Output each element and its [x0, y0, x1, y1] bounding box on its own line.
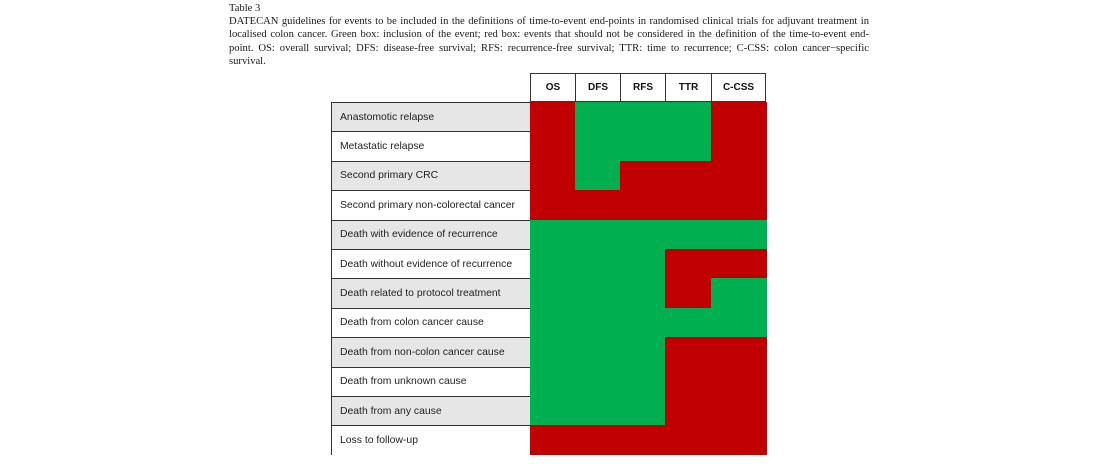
included-cell-ttr: [665, 131, 712, 161]
column-header-rfs: RFS: [620, 73, 666, 102]
excluded-cell-ttr: [665, 396, 712, 426]
column-header-dfs: DFS: [575, 73, 621, 102]
included-cell-ttr: [665, 220, 712, 250]
included-cell-rfs: [620, 249, 666, 279]
excluded-cell-ttr: [665, 425, 712, 455]
included-cell-rfs: [620, 396, 666, 426]
included-cell-dfs: [575, 308, 621, 338]
included-cell-rfs: [620, 308, 666, 338]
included-cell-dfs: [575, 102, 621, 132]
excluded-cell-c-css: [711, 190, 767, 220]
included-cell-os: [530, 337, 576, 367]
excluded-cell-c-css: [711, 131, 767, 161]
included-cell-rfs: [620, 220, 666, 250]
row-label: Death without evidence of recurrence: [331, 249, 530, 278]
included-cell-dfs: [575, 220, 621, 250]
row-label: Death with evidence of recurrence: [331, 220, 530, 249]
row-label: Anastomotic relapse: [331, 102, 530, 131]
included-cell-c-css: [711, 278, 767, 308]
included-cell-os: [530, 367, 576, 397]
column-header-c-css: C-CSS: [711, 73, 766, 102]
included-cell-c-css: [711, 220, 767, 250]
included-cell-dfs: [575, 249, 621, 279]
excluded-cell-c-css: [711, 161, 767, 191]
included-cell-dfs: [575, 161, 621, 191]
included-cell-rfs: [620, 131, 666, 161]
excluded-cell-os: [530, 161, 576, 191]
included-cell-rfs: [620, 337, 666, 367]
excluded-cell-c-css: [711, 367, 767, 397]
included-cell-dfs: [575, 131, 621, 161]
included-cell-dfs: [575, 337, 621, 367]
row-label: Death related to protocol treatment: [331, 278, 530, 307]
endpoint-definition-table: [331, 73, 766, 455]
row-label: Death from any cause: [331, 396, 530, 425]
row-label: Death from colon cancer cause: [331, 308, 530, 337]
excluded-cell-ttr: [665, 249, 712, 279]
included-cell-os: [530, 308, 576, 338]
excluded-cell-rfs: [620, 161, 666, 191]
excluded-cell-dfs: [575, 425, 621, 455]
table-description: DATECAN guidelines for events to be included in the definitions of time-to-event end-points in randomised clinical trials for adjuvant treatment in localised colon cancer. Green box: inclusion of the event; red box: events that should not be considered in the definition of the time-to-event end-point. OS: overall survival; DFS: disease-free survival; RFS: recurrence-free survival; TTR: time to recurrence; C-CSS: colon cancer−specific survival.: [229, 16, 869, 67]
included-cell-os: [530, 278, 576, 308]
excluded-cell-os: [530, 131, 576, 161]
included-cell-c-css: [711, 308, 767, 338]
excluded-cell-rfs: [620, 190, 666, 220]
excluded-cell-c-css: [711, 102, 767, 132]
excluded-cell-ttr: [665, 278, 712, 308]
row-label: Metastatic relapse: [331, 131, 530, 160]
excluded-cell-ttr: [665, 367, 712, 397]
row-label: Second primary CRC: [331, 161, 530, 190]
excluded-cell-c-css: [711, 337, 767, 367]
excluded-cell-os: [530, 102, 576, 132]
excluded-cell-dfs: [575, 190, 621, 220]
included-cell-rfs: [620, 102, 666, 132]
excluded-cell-os: [530, 425, 576, 455]
column-header-ttr: TTR: [665, 73, 712, 102]
included-cell-os: [530, 249, 576, 279]
included-cell-os: [530, 220, 576, 250]
included-cell-dfs: [575, 367, 621, 397]
included-cell-ttr: [665, 308, 712, 338]
excluded-cell-ttr: [665, 190, 712, 220]
excluded-cell-rfs: [620, 425, 666, 455]
included-cell-dfs: [575, 396, 621, 426]
included-cell-os: [530, 396, 576, 426]
table-caption: [229, 2, 869, 68]
excluded-cell-os: [530, 190, 576, 220]
excluded-cell-ttr: [665, 161, 712, 191]
row-label: Death from unknown cause: [331, 367, 530, 396]
column-header-os: OS: [530, 73, 576, 102]
excluded-cell-c-css: [711, 425, 767, 455]
excluded-cell-ttr: [665, 337, 712, 367]
included-cell-rfs: [620, 367, 666, 397]
included-cell-dfs: [575, 278, 621, 308]
row-label: Loss to follow-up: [331, 425, 530, 454]
excluded-cell-c-css: [711, 396, 767, 426]
included-cell-rfs: [620, 278, 666, 308]
row-label: Death from non-colon cancer cause: [331, 337, 530, 366]
row-label: Second primary non-colorectal cancer: [331, 190, 530, 219]
table-number: Table 3: [229, 3, 261, 14]
excluded-cell-c-css: [711, 249, 767, 279]
included-cell-ttr: [665, 102, 712, 132]
